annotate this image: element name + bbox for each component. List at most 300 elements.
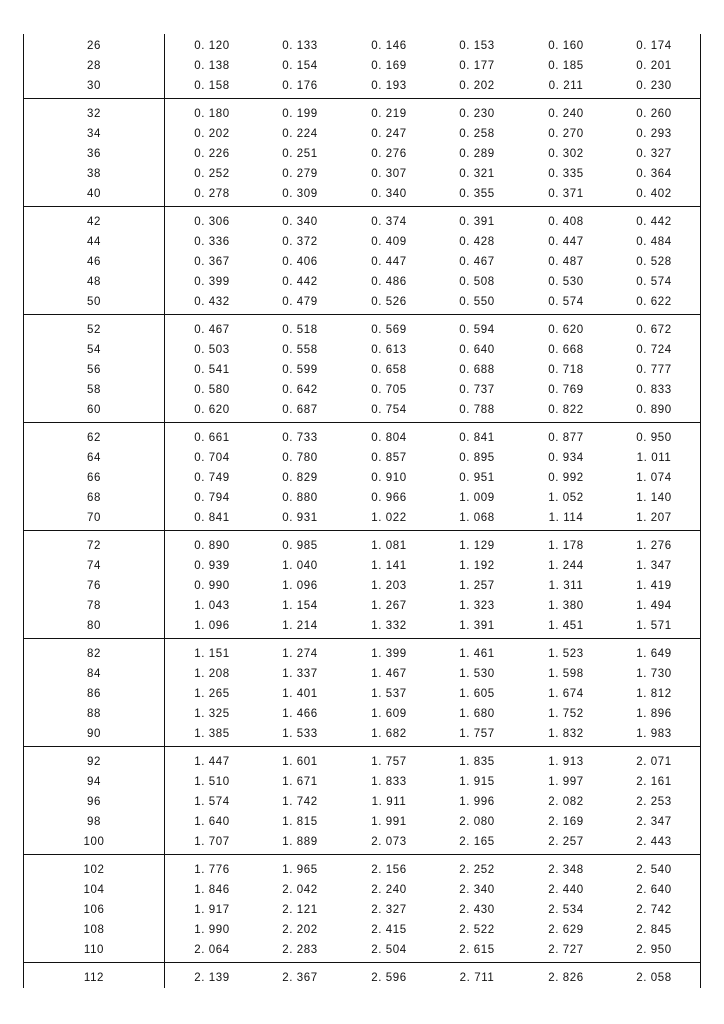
value-cell: 0. 158 — [194, 80, 230, 93]
value-cell: 2. 042 — [282, 883, 318, 896]
value-cell: 0. 484 — [636, 235, 672, 248]
value-cell: 1. 730 — [636, 667, 672, 680]
value-cell: 0. 804 — [371, 431, 407, 444]
value-cell: 2. 640 — [636, 883, 672, 896]
table-row — [24, 340, 700, 360]
value-cell: 0. 355 — [459, 188, 495, 201]
value-cell: 0. 788 — [459, 404, 495, 417]
group-separator-line — [24, 98, 700, 99]
value-cell: 0. 642 — [282, 384, 318, 397]
value-cell: 0. 364 — [636, 168, 672, 181]
table-row — [24, 272, 700, 292]
value-cell: 0. 409 — [371, 235, 407, 248]
table-row — [24, 616, 700, 636]
value-cell: 1. 466 — [282, 708, 318, 721]
value-cell: 0. 950 — [636, 431, 672, 444]
value-cell: 0. 613 — [371, 343, 407, 356]
value-cell: 0. 895 — [459, 451, 495, 464]
table-row — [24, 252, 700, 272]
table-row — [24, 448, 700, 468]
value-cell: 1. 178 — [548, 539, 584, 552]
value-cell: 1. 276 — [636, 539, 672, 552]
table-row — [24, 76, 700, 96]
value-cell: 1. 151 — [194, 647, 230, 660]
value-cell: 0. 230 — [459, 107, 495, 120]
value-cell: 0. 199 — [282, 107, 318, 120]
value-cell: 1. 609 — [371, 708, 407, 721]
table-row — [24, 832, 700, 852]
value-cell: 0. 672 — [636, 323, 672, 336]
value-cell: 1. 391 — [459, 620, 495, 633]
value-cell: 2. 283 — [282, 944, 318, 957]
value-cell: 0. 399 — [194, 276, 230, 289]
group-separator-line — [24, 746, 700, 747]
table-row — [24, 468, 700, 488]
value-cell: 0. 279 — [282, 168, 318, 181]
row-label-cell: 100 — [83, 836, 105, 849]
value-cell: 1. 574 — [194, 796, 230, 808]
value-cell: 0. 202 — [194, 127, 230, 140]
value-cell: 1. 598 — [548, 667, 584, 680]
value-cell: 1. 965 — [282, 863, 318, 876]
value-cell: 1. 911 — [371, 796, 407, 808]
value-cell: 1. 401 — [282, 688, 318, 700]
value-cell: 0. 247 — [371, 127, 407, 140]
value-cell: 0. 160 — [548, 40, 584, 52]
value-cell: 0. 133 — [282, 40, 318, 52]
value-cell: 0. 841 — [194, 512, 230, 525]
value-cell: 0. 442 — [282, 276, 318, 289]
value-cell: 2. 252 — [459, 863, 495, 876]
value-cell: 0. 951 — [459, 472, 495, 484]
row-label-cell: 56 — [87, 364, 101, 376]
table-row — [24, 684, 700, 704]
value-cell: 1. 601 — [282, 755, 318, 768]
group-separator-line — [24, 530, 700, 531]
row-label-cell: 46 — [87, 256, 101, 268]
row-label-cell: 104 — [83, 883, 105, 896]
row-label-cell: 96 — [87, 796, 101, 808]
value-cell: 0. 622 — [636, 296, 672, 309]
table-row — [24, 144, 700, 164]
table-row — [24, 724, 700, 744]
value-cell: 0. 154 — [282, 60, 318, 73]
value-cell: 1. 140 — [636, 492, 672, 505]
value-cell: 1. 129 — [459, 539, 495, 552]
value-cell: 0. 486 — [371, 276, 407, 289]
value-cell: 2. 950 — [636, 944, 672, 957]
row-label-cell: 30 — [87, 80, 101, 93]
value-cell: 1. 742 — [282, 796, 318, 808]
value-cell: 0. 580 — [194, 384, 230, 397]
value-cell: 1. 467 — [371, 667, 407, 680]
value-cell: 1. 757 — [459, 728, 495, 741]
value-cell: 0. 487 — [548, 256, 584, 268]
value-cell: 1. 447 — [194, 755, 230, 768]
value-cell: 1. 707 — [194, 836, 230, 849]
value-cell: 2. 629 — [548, 924, 584, 937]
row-label-cell: 98 — [87, 816, 101, 829]
table-row — [24, 104, 700, 124]
value-cell: 2. 058 — [636, 971, 672, 984]
value-cell: 2. 080 — [459, 816, 495, 829]
value-cell: 1. 990 — [194, 924, 230, 937]
value-cell: 0. 528 — [636, 256, 672, 268]
value-cell: 0. 541 — [194, 364, 230, 376]
value-cell: 0. 224 — [282, 127, 318, 140]
table-row — [24, 124, 700, 144]
value-cell: 1. 141 — [371, 559, 407, 572]
value-cell: 2. 826 — [548, 971, 584, 984]
value-cell: 2. 430 — [459, 904, 495, 916]
value-cell: 0. 910 — [371, 472, 407, 484]
table-row — [24, 664, 700, 684]
group-separator-line — [24, 638, 700, 639]
value-cell: 1. 207 — [636, 512, 672, 525]
value-cell: 1. 523 — [548, 647, 584, 660]
value-cell: 0. 185 — [548, 60, 584, 73]
row-label-cell: 42 — [87, 215, 101, 228]
value-cell: 1. 311 — [548, 580, 584, 592]
value-cell: 0. 777 — [636, 364, 672, 376]
value-cell: 0. 432 — [194, 296, 230, 309]
value-cell: 0. 120 — [194, 40, 230, 52]
value-cell: 1. 257 — [459, 580, 495, 592]
value-cell: 1. 380 — [548, 600, 584, 613]
value-cell: 2. 169 — [548, 816, 584, 829]
value-cell: 0. 992 — [548, 472, 584, 484]
value-cell: 2. 742 — [636, 904, 672, 916]
table-row — [24, 232, 700, 252]
value-cell: 1. 022 — [371, 512, 407, 525]
value-cell: 0. 367 — [194, 256, 230, 268]
value-cell: 1. 096 — [282, 580, 318, 592]
row-label-cell: 112 — [83, 971, 105, 984]
value-cell: 0. 794 — [194, 492, 230, 505]
value-cell: 0. 169 — [371, 60, 407, 73]
row-label-cell: 50 — [87, 296, 101, 309]
value-cell: 1. 752 — [548, 708, 584, 721]
value-cell: 1. 451 — [548, 620, 584, 633]
row-label-cell: 66 — [87, 472, 101, 484]
value-cell: 2. 121 — [282, 904, 318, 916]
value-cell: 1. 510 — [194, 775, 230, 788]
table-row — [24, 752, 700, 772]
table-row — [24, 400, 700, 420]
value-cell: 0. 687 — [282, 404, 318, 417]
row-label-cell: 36 — [87, 148, 101, 160]
value-cell: 0. 201 — [636, 60, 672, 73]
value-cell: 0. 372 — [282, 235, 318, 248]
table-row — [24, 940, 700, 960]
value-cell: 1. 419 — [636, 580, 672, 592]
table-row — [24, 812, 700, 832]
value-cell: 0. 307 — [371, 168, 407, 181]
value-cell: 1. 889 — [282, 836, 318, 849]
value-cell: 0. 569 — [371, 323, 407, 336]
value-cell: 2. 347 — [636, 816, 672, 829]
table-row — [24, 860, 700, 880]
value-cell: 0. 177 — [459, 60, 495, 73]
value-cell: 0. 153 — [459, 40, 495, 52]
value-cell: 0. 704 — [194, 451, 230, 464]
row-label-cell: 32 — [87, 107, 101, 120]
row-label-cell: 80 — [87, 620, 101, 633]
value-cell: 2. 156 — [371, 863, 407, 876]
row-label-cell: 28 — [87, 60, 101, 73]
row-label-cell: 88 — [87, 708, 101, 721]
value-cell: 0. 138 — [194, 60, 230, 73]
row-label-cell: 38 — [87, 168, 101, 181]
value-cell: 2. 727 — [548, 944, 584, 957]
value-cell: 0. 658 — [371, 364, 407, 376]
value-cell: 1. 537 — [371, 688, 407, 700]
value-cell: 0. 226 — [194, 148, 230, 160]
value-cell: 1. 052 — [548, 492, 584, 505]
value-cell: 1. 991 — [371, 816, 407, 829]
group-separator-line — [24, 206, 700, 207]
value-cell: 0. 336 — [194, 235, 230, 248]
value-cell: 2. 165 — [459, 836, 495, 849]
value-cell: 0. 306 — [194, 215, 230, 228]
value-cell: 2. 202 — [282, 924, 318, 937]
value-cell: 1. 846 — [194, 883, 230, 896]
row-label-cell: 58 — [87, 384, 101, 397]
row-label-cell: 74 — [87, 559, 101, 572]
value-cell: 0. 180 — [194, 107, 230, 120]
table-row — [24, 920, 700, 940]
table-row — [24, 900, 700, 920]
value-cell: 1. 203 — [371, 580, 407, 592]
row-label-cell: 26 — [87, 40, 101, 52]
value-cell: 0. 890 — [636, 404, 672, 417]
value-cell: 0. 550 — [459, 296, 495, 309]
value-cell: 0. 260 — [636, 107, 672, 120]
table-row — [24, 292, 700, 312]
table-row — [24, 380, 700, 400]
table-row — [24, 360, 700, 380]
value-cell: 0. 371 — [548, 188, 584, 201]
row-label-cell: 90 — [87, 728, 101, 741]
value-cell: 2. 440 — [548, 883, 584, 896]
row-label-cell: 34 — [87, 127, 101, 140]
table-row — [24, 184, 700, 204]
value-cell: 0. 340 — [282, 215, 318, 228]
value-cell: 2. 064 — [194, 944, 230, 957]
table-row — [24, 792, 700, 812]
value-cell: 0. 302 — [548, 148, 584, 160]
value-cell: 1. 081 — [371, 539, 407, 552]
value-cell: 0. 877 — [548, 431, 584, 444]
value-cell: 1. 913 — [548, 755, 584, 768]
value-cell: 0. 174 — [636, 40, 672, 52]
value-cell: 1. 649 — [636, 647, 672, 660]
group-separator-line — [24, 422, 700, 423]
value-cell: 2. 845 — [636, 924, 672, 937]
value-cell: 0. 526 — [371, 296, 407, 309]
value-cell: 0. 335 — [548, 168, 584, 181]
value-cell: 1. 835 — [459, 755, 495, 768]
value-cell: 0. 985 — [282, 539, 318, 552]
table-row — [24, 56, 700, 76]
value-cell: 0. 508 — [459, 276, 495, 289]
value-cell: 1. 265 — [194, 688, 230, 700]
row-label-cell: 44 — [87, 235, 101, 248]
value-cell: 1. 325 — [194, 708, 230, 721]
value-cell: 2. 534 — [548, 904, 584, 916]
value-cell: 1. 640 — [194, 816, 230, 829]
value-cell: 0. 769 — [548, 384, 584, 397]
value-cell: 0. 518 — [282, 323, 318, 336]
value-cell: 0. 391 — [459, 215, 495, 228]
group-separator-line — [24, 962, 700, 963]
value-cell: 0. 202 — [459, 80, 495, 93]
value-cell: 0. 289 — [459, 148, 495, 160]
value-cell: 0. 558 — [282, 343, 318, 356]
value-cell: 0. 402 — [636, 188, 672, 201]
row-label-cell: 68 — [87, 492, 101, 505]
value-cell: 2. 415 — [371, 924, 407, 937]
value-cell: 0. 841 — [459, 431, 495, 444]
value-cell: 1. 896 — [636, 708, 672, 721]
value-cell: 0. 309 — [282, 188, 318, 201]
value-cell: 1. 385 — [194, 728, 230, 741]
value-cell: 1. 832 — [548, 728, 584, 741]
group-separator-line — [24, 854, 700, 855]
value-cell: 1. 074 — [636, 472, 672, 484]
value-cell: 1. 337 — [282, 667, 318, 680]
value-cell: 1. 267 — [371, 600, 407, 613]
value-cell: 0. 620 — [548, 323, 584, 336]
value-cell: 1. 043 — [194, 600, 230, 613]
value-cell: 1. 114 — [548, 512, 584, 525]
value-cell: 2. 082 — [548, 796, 584, 808]
value-cell: 0. 966 — [371, 492, 407, 505]
value-cell: 1. 776 — [194, 863, 230, 876]
table-row — [24, 212, 700, 232]
row-label-cell: 72 — [87, 539, 101, 552]
value-cell: 0. 718 — [548, 364, 584, 376]
value-cell: 0. 276 — [371, 148, 407, 160]
value-cell: 0. 620 — [194, 404, 230, 417]
value-cell: 0. 442 — [636, 215, 672, 228]
row-label-cell: 102 — [83, 863, 105, 876]
value-cell: 1. 674 — [548, 688, 584, 700]
value-cell: 1. 332 — [371, 620, 407, 633]
value-cell: 0. 447 — [548, 235, 584, 248]
table-row — [24, 320, 700, 340]
value-cell: 0. 990 — [194, 580, 230, 592]
value-cell: 0. 705 — [371, 384, 407, 397]
row-label-cell: 110 — [83, 944, 105, 957]
value-cell: 0. 447 — [371, 256, 407, 268]
value-cell: 0. 251 — [282, 148, 318, 160]
value-cell: 1. 011 — [636, 451, 672, 464]
value-cell: 2. 240 — [371, 883, 407, 896]
value-cell: 2. 253 — [636, 796, 672, 808]
value-cell: 2. 348 — [548, 863, 584, 876]
table-row — [24, 968, 700, 988]
value-cell: 0. 688 — [459, 364, 495, 376]
value-cell: 1. 682 — [371, 728, 407, 741]
value-cell: 1. 983 — [636, 728, 672, 741]
value-cell: 1. 461 — [459, 647, 495, 660]
value-cell: 0. 599 — [282, 364, 318, 376]
value-cell: 2. 540 — [636, 863, 672, 876]
value-cell: 2. 139 — [194, 971, 230, 984]
row-label-cell: 86 — [87, 688, 101, 700]
value-cell: 1. 192 — [459, 559, 495, 572]
value-cell: 1. 815 — [282, 816, 318, 829]
value-cell: 0. 939 — [194, 559, 230, 572]
value-cell: 1. 347 — [636, 559, 672, 572]
table-row — [24, 164, 700, 184]
value-cell: 2. 443 — [636, 836, 672, 849]
value-cell: 0. 574 — [636, 276, 672, 289]
value-cell: 1. 323 — [459, 600, 495, 613]
value-cell: 0. 211 — [548, 80, 584, 93]
value-cell: 0. 890 — [194, 539, 230, 552]
table-row — [24, 576, 700, 596]
value-cell: 1. 208 — [194, 667, 230, 680]
value-cell: 0. 146 — [371, 40, 407, 52]
value-cell: 1. 917 — [194, 904, 230, 916]
row-label-cell: 94 — [87, 775, 101, 788]
value-cell: 2. 596 — [371, 971, 407, 984]
value-cell: 0. 822 — [548, 404, 584, 417]
value-cell: 2. 327 — [371, 904, 407, 916]
table-row — [24, 36, 700, 56]
value-cell: 1. 997 — [548, 775, 584, 788]
row-label-cell: 84 — [87, 667, 101, 680]
value-cell: 1. 812 — [636, 688, 672, 700]
value-cell: 0. 479 — [282, 296, 318, 309]
table-row — [24, 596, 700, 616]
value-cell: 1. 399 — [371, 647, 407, 660]
value-cell: 0. 737 — [459, 384, 495, 397]
value-cell: 0. 574 — [548, 296, 584, 309]
value-cell: 1. 996 — [459, 796, 495, 808]
row-label-cell: 108 — [83, 924, 105, 937]
data-table — [23, 34, 701, 988]
value-cell: 2. 257 — [548, 836, 584, 849]
value-cell: 0. 428 — [459, 235, 495, 248]
row-label-cell: 82 — [87, 647, 101, 660]
value-cell: 0. 406 — [282, 256, 318, 268]
row-label-cell: 106 — [83, 904, 105, 916]
table-row — [24, 428, 700, 448]
table-row — [24, 644, 700, 664]
value-cell: 0. 193 — [371, 80, 407, 93]
value-cell: 0. 327 — [636, 148, 672, 160]
value-cell: 1. 009 — [459, 492, 495, 505]
value-cell: 0. 408 — [548, 215, 584, 228]
value-cell: 0. 829 — [282, 472, 318, 484]
value-cell: 1. 605 — [459, 688, 495, 700]
value-cell: 0. 594 — [459, 323, 495, 336]
value-cell: 2. 367 — [282, 971, 318, 984]
value-cell: 1. 068 — [459, 512, 495, 525]
row-label-cell: 62 — [87, 431, 101, 444]
value-cell: 0. 880 — [282, 492, 318, 505]
value-cell: 2. 073 — [371, 836, 407, 849]
value-cell: 0. 374 — [371, 215, 407, 228]
row-label-cell: 40 — [87, 188, 101, 201]
table-row — [24, 772, 700, 792]
row-label-cell: 78 — [87, 600, 101, 613]
value-cell: 0. 503 — [194, 343, 230, 356]
value-cell: 0. 240 — [548, 107, 584, 120]
